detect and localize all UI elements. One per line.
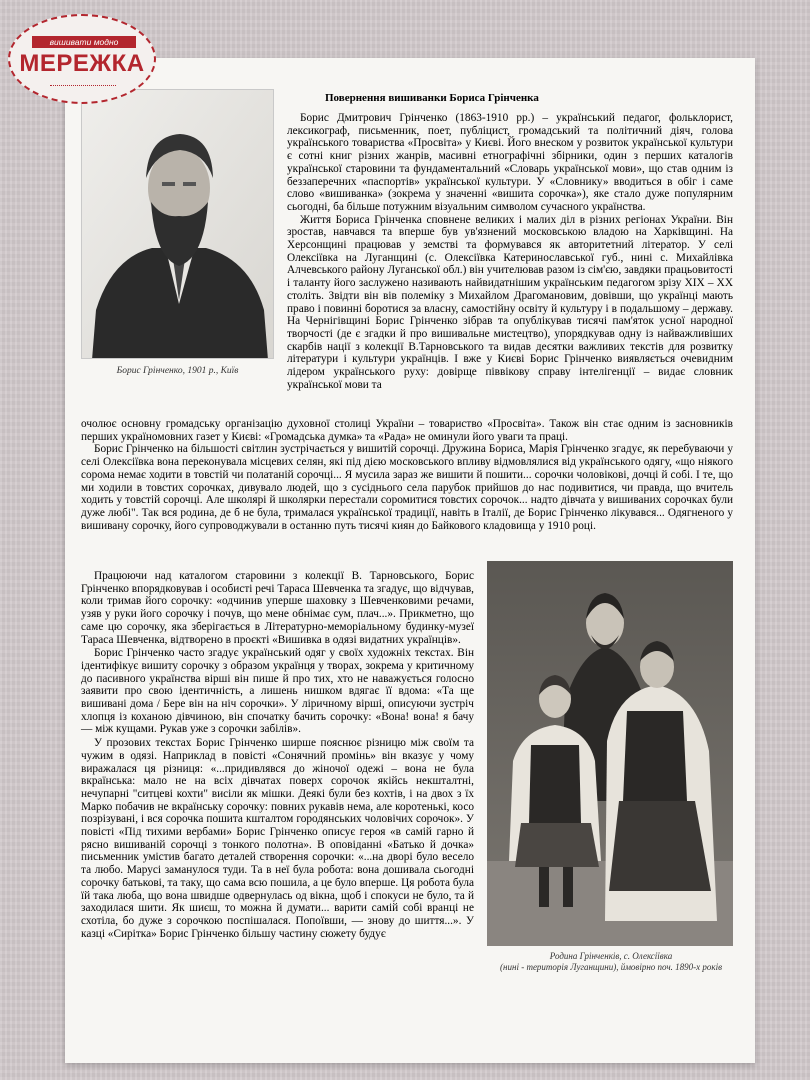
paragraph: Борис Грінченко часто згадує український одяг у своїх художніх текстах. Він ідентифікує вишиту сорочку з образом українця у творах, зокрема у критичному до пасивного українства вірші він пише й про тих, хто не наважується голосно заявити про свою ідентичність, а лишень нишком вдягає її вдома: «Та ще вишивані дома / Бере він на ніч сорочки». У ліричному вірші, описуючи зустріч хлопця із коханою дівчиною, він спочатку бачить сорочку: «Вона! вона! я бачу — між кущами. Рукав уже з сорочки забілів». (81, 647, 474, 736)
paragraph: Життя Бориса Грінченка сповнене великих і малих діл в різних регіонах України. Він зростав, навчався та вперше був ув'язнений московською владою на Харківщині. На Херсонщині працював у земстві та формувався як авторитетний літератор. У селі Олексіївка на Луганщині (с. Олексіївка Катеринославської губ., нині с. Михайлівка Алчевського району Луганської обл.) він учителював разом із сім'єю, завдяки працьовитості і таланту його заслужено називають найвидатнішим українським педагогом зрізу XIX – XX століть. Звідти він вів полеміку з Михайлом Драгомановим, довівши, що українці мають право і повинні боротися за власну, самостійну освіту й культуру і в подальшому – державу. На Чернігівщині Борис Грінченко зібрав та опублікував тисячі пам'яток усної народної творчості (де є згадки й про вишивальне мистецтво), упорядкував одну із найважливіших скарбів нації з колекції В.Тарновського та видав десятки важливих текстів для розвитку літератури і культури українців. І вже у Києві Борис Грінченко виявляється очевидним лідером українського руху: довірще піввікову справу інтелігенції – видає словник української мови та (287, 213, 733, 391)
portrait-photo (81, 89, 274, 359)
paragraph: очолює основну громадську організацію духовної столиці України – товариство «Просвіта». Також він стає одним із засновників перших україномовних газет у Києві: «Громадська думка» та «Рада» не оминули його уваги та праці. (81, 418, 733, 443)
brand-logo (8, 14, 156, 104)
full-width-text (81, 418, 733, 532)
family-photo-caption (480, 951, 742, 973)
portrait-illustration (82, 90, 274, 359)
paragraph: Борис Грінченко на більшості світлин зустрічається у вишитій сорочці. Дружина Бориса, Марія Грінченко згадує, як перебуваючи у селі Олексіївка вона переконувала місцевих селян, які під дією московського впливу відмовлялися від українського одягу, «що ніякого сорома немає ходити в товстій чи полатаній сорочці... Я мусила зараз же вишити й пошити... сорочки чоловікові, дочці й собі. І те, що ми ходили в товстих сорочках, дивувало людей, що з сусіднього села парубок прийшов до нас подивитися, чи правда, що вчитель ходить у товстій сорочці. Але школярі й школярки перестали соромитися товстих сорочок... надто дівчата у вишиваних сорочках були дуже любі". Так вся родина, де б не була, трималася української традиції, навіть в Італії, де Борис Грінченко лікувався... Одягненого у вишивану сорочку, його супроводжували в останню путь тисячі киян до Байкового кладовища у 1910 році. (81, 443, 733, 532)
family-photo (487, 561, 733, 946)
family-caption-line-1: Родина Грінченків, с. Олексіївка (549, 951, 673, 961)
paragraph: Борис Дмитрович Грінченко (1863-1910 рр.) – український педагог, фольклорист, лексикограф, письменник, поет, публіцист, громадський та політичний діяч, голова українського товариства «Просвіта» у Києві. Його внеском у розвиток української культури є сотні книг різних жанрів, масивні етнографічні збірники, один з перших каталогів української старовини та фундаментальний «Словарь української мови», що став одним із беззаперечних «паспортів» української культури. У «Словнику» вводиться в обіг і саме слово «вишиванка» (зокрема у значенні «вишита сорочка»), яке стало дуже популярним сьогодні, ба більше потужним візуальним символом сучасного українства. (287, 112, 733, 213)
logo-thread-line (50, 85, 116, 86)
family-caption-line-2: (нині - територія Луганщини), ймовірно поч. 1890-х років (500, 962, 722, 972)
paragraph: Працюючи над каталогом старовини з колекції В. Тарновського, Борис Грінченко впорядковував і особисті речі Тараса Шевченка та згадує, що відчував, коли тримав його сорочку: «одчинив уперше шаховку з Шевченковими речами, узяв у руки його сорочку і почув, що мене обнімає сум, плач...». Прикметно, що саме цю сорочку, яка зберігається в Літературно-меморіальному будинку-музеї Тараса Шевченка, відтворено в проєкті «Вишивка в одязі видатних українців». (81, 570, 474, 646)
family-illustration (487, 561, 733, 946)
logo-tagline: вишивати модно (32, 36, 136, 48)
left-column-text (81, 570, 474, 940)
paragraph: У прозових текстах Борис Грінченко ширше пояснює різницю між своїм та чужим в одязі. Наприклад в повісті «Сонячний промінь» він вказує у чому виражалася ця різниця: «...придивлявся до жіночої одежі – вона не була вкраїнська: мало не на всіх дівчатах поверх сорочок якійсь некшталтні, нечупарні "ситцеві кохти" висіли як мішки. Деякі були без кохтів, і на двох з їх Марко побачив не вкраїнську сорочку: повних рукавів нема, але коротенькі, косо позрізувані, і вся сорочка пошита кшталтом городянських чоловічих сорочок». У повісті «Під тихими вербами» Борис Грінченко описує героя «в самій гарно й рясно вишиваній сорочці з тонкого полотна». В оповіданні «Батько й дочка» письменник умістив багато деталей створення сорочки: «...на дворі було весело та любо. Марусі заманулося туди. Та в неї була робота: вона дошивала сьогодні сорочку батькові, та таку, що сама всю пошила, а це було вперше. Ця робота була їй така люба, що вона швидше одвернулась од вікна, щоб і спокуси не було, та й заходилася шити. Як шиєш, то можна й думати... варити самій собі вранці не схотіла, бо дуже з сорочкою поспішалася. Попоївши, — знову до шиття...». У казці «Сирітка» Борис Грінченко більшу частину сюжету будує (81, 737, 474, 940)
logo-brand-name: МЕРЕЖКА (19, 50, 145, 77)
article-title: Повернення вишиванки Бориса Грінченка (325, 92, 539, 104)
intro-column (287, 112, 733, 391)
portrait-caption: Борис Грінченко, 1901 р., Київ (116, 366, 239, 376)
